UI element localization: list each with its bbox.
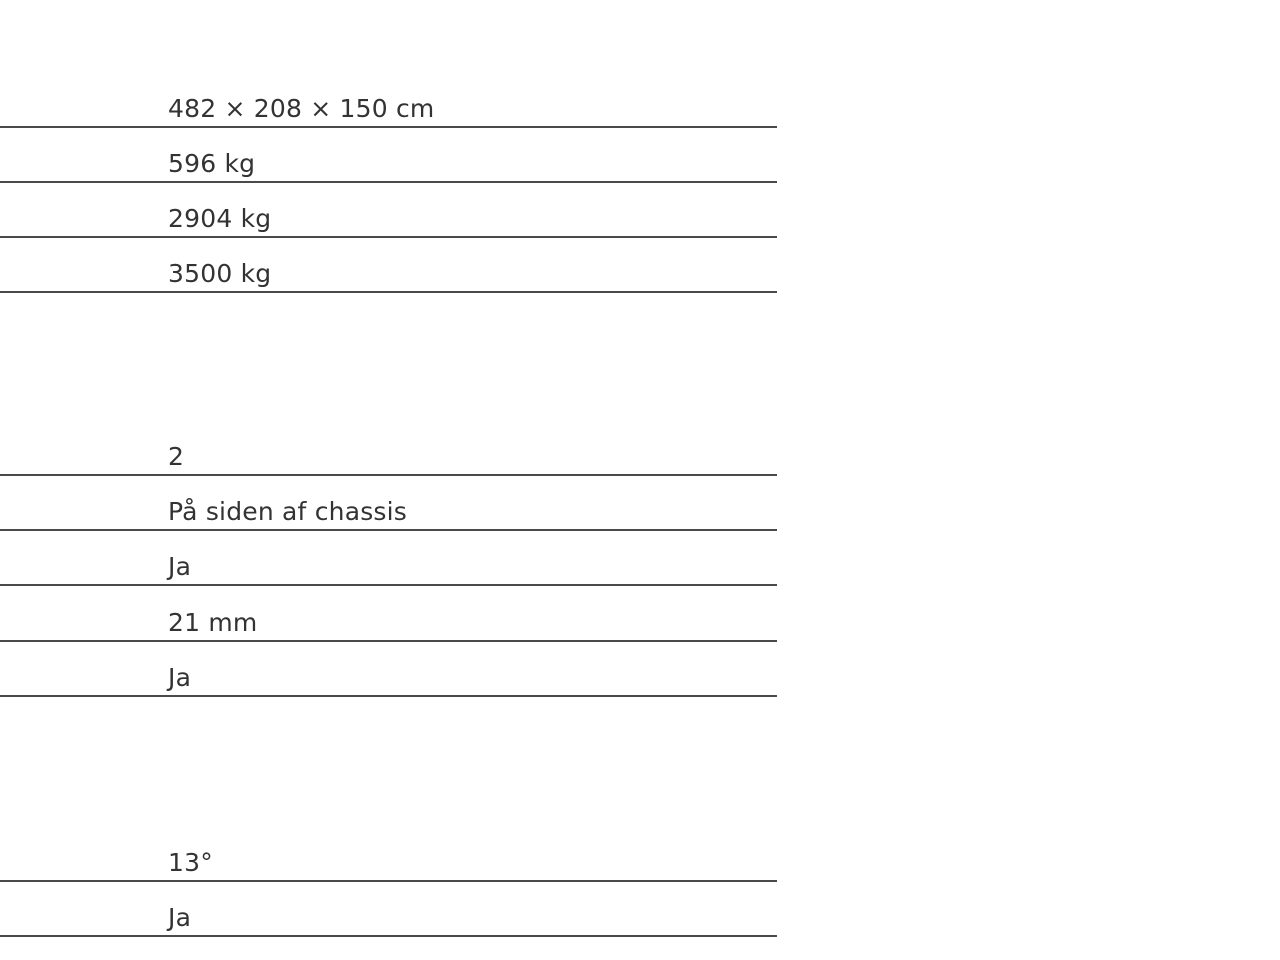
spec-value-row <box>0 238 777 293</box>
spec-value-row <box>0 642 777 697</box>
spec-value: 596 kg <box>168 149 256 178</box>
spec-value: 3500 kg <box>168 259 272 288</box>
spec-value-row <box>0 128 777 183</box>
spec-value: 13° <box>168 848 213 877</box>
spec-value: Ja <box>168 663 192 692</box>
spec-value: 2 <box>168 442 185 471</box>
spec-value-row <box>0 421 777 476</box>
spec-value: Ja <box>168 552 192 581</box>
spec-value-row <box>0 73 777 128</box>
spec-value-row <box>0 183 777 238</box>
spec-value-row <box>0 587 777 642</box>
spec-value: På siden af chassis <box>168 497 408 526</box>
spec-value: Ja <box>168 903 192 932</box>
spec-value-row <box>0 476 777 531</box>
spec-value: 482 × 208 × 150 cm <box>168 94 435 123</box>
spec-value-row <box>0 827 777 882</box>
spec-value-row <box>0 882 777 937</box>
spec-value-row <box>0 531 777 586</box>
spec-value: 21 mm <box>168 608 258 637</box>
spec-value: 2904 kg <box>168 204 272 233</box>
